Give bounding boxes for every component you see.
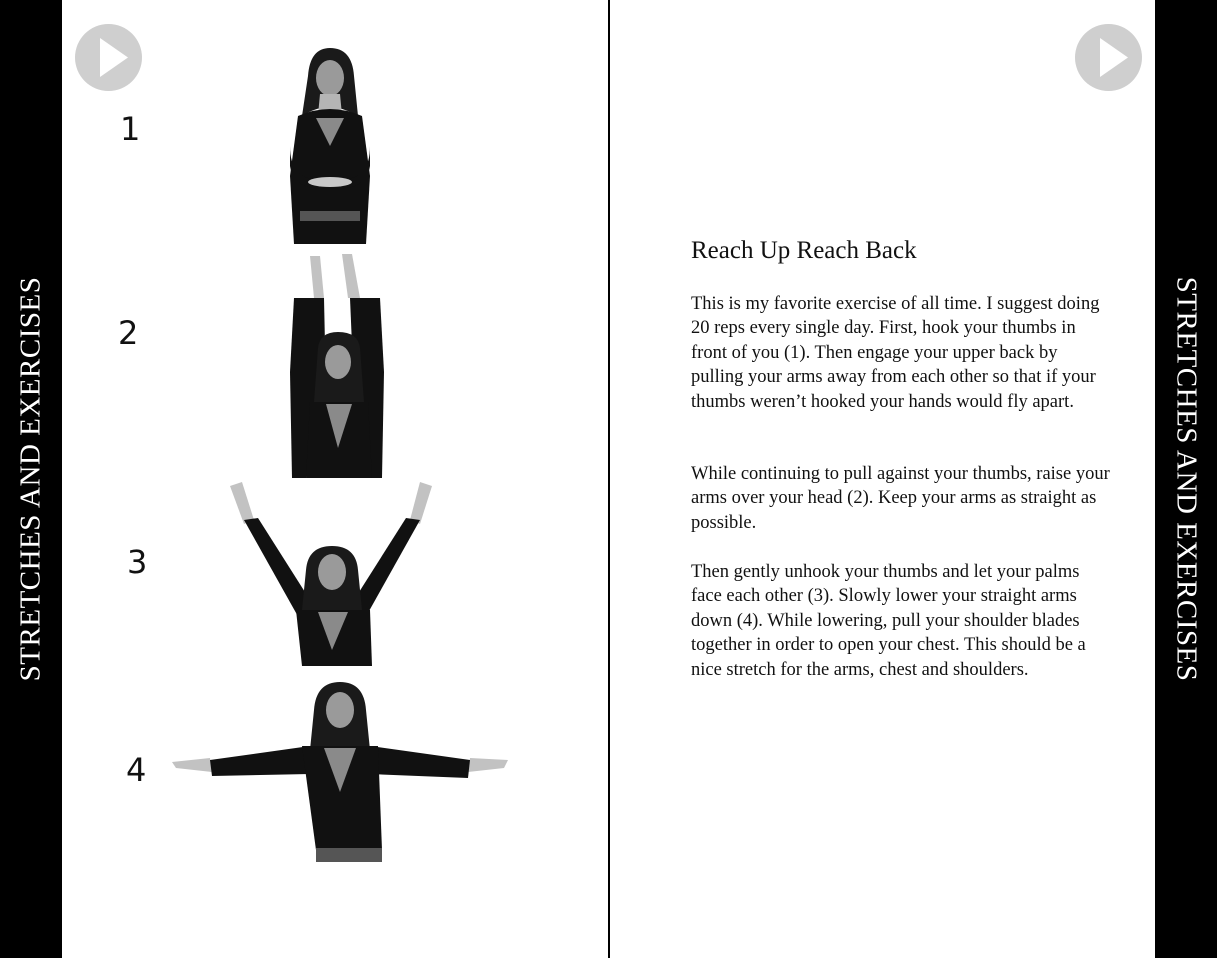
article-title: Reach Up Reach Back xyxy=(691,237,917,264)
left-side-label: STRETCHES AND EXERCISES xyxy=(14,276,47,682)
page-divider xyxy=(608,0,610,958)
play-icon xyxy=(1075,24,1142,91)
exercise-photo-step-2 xyxy=(280,252,400,480)
step-number-1: 1 xyxy=(120,110,141,148)
exercise-photo-step-3 xyxy=(230,480,435,666)
article-paragraph-1: This is my favorite exercise of all time. I suggest doing 20 reps every single day. First, hook your thumbs in front of you (1). Then engage your upper back by pulling your arms away from each other so that if your thumbs weren’t hooked your hands would fly apart. xyxy=(691,294,1100,412)
article-paragraph-2: While continuing to pull against your thumbs, raise your arms over your head (2). Keep your arms as straight as possible. xyxy=(691,464,1110,533)
play-icon xyxy=(75,24,142,91)
exercise-photo-step-1 xyxy=(270,46,390,246)
step-number-4: 4 xyxy=(126,751,147,789)
step-number-2: 2 xyxy=(118,314,139,352)
right-side-band xyxy=(1155,0,1217,958)
play-button-left[interactable] xyxy=(75,24,142,91)
article-paragraph-3: Then gently unhook your thumbs and let your palms face each other (3). Slowly lower your straight arms down (4). While lowering, pull your shoulder blades together in order to open your chest. This should be a nice stretch for the arms, chest and shoulders. xyxy=(691,562,1086,680)
step-number-3: 3 xyxy=(127,543,148,581)
play-button-right[interactable] xyxy=(1075,24,1142,91)
left-side-band xyxy=(0,0,62,958)
right-side-label: STRETCHES AND EXERCISES xyxy=(1170,276,1203,682)
exercise-photo-step-4 xyxy=(170,680,510,862)
